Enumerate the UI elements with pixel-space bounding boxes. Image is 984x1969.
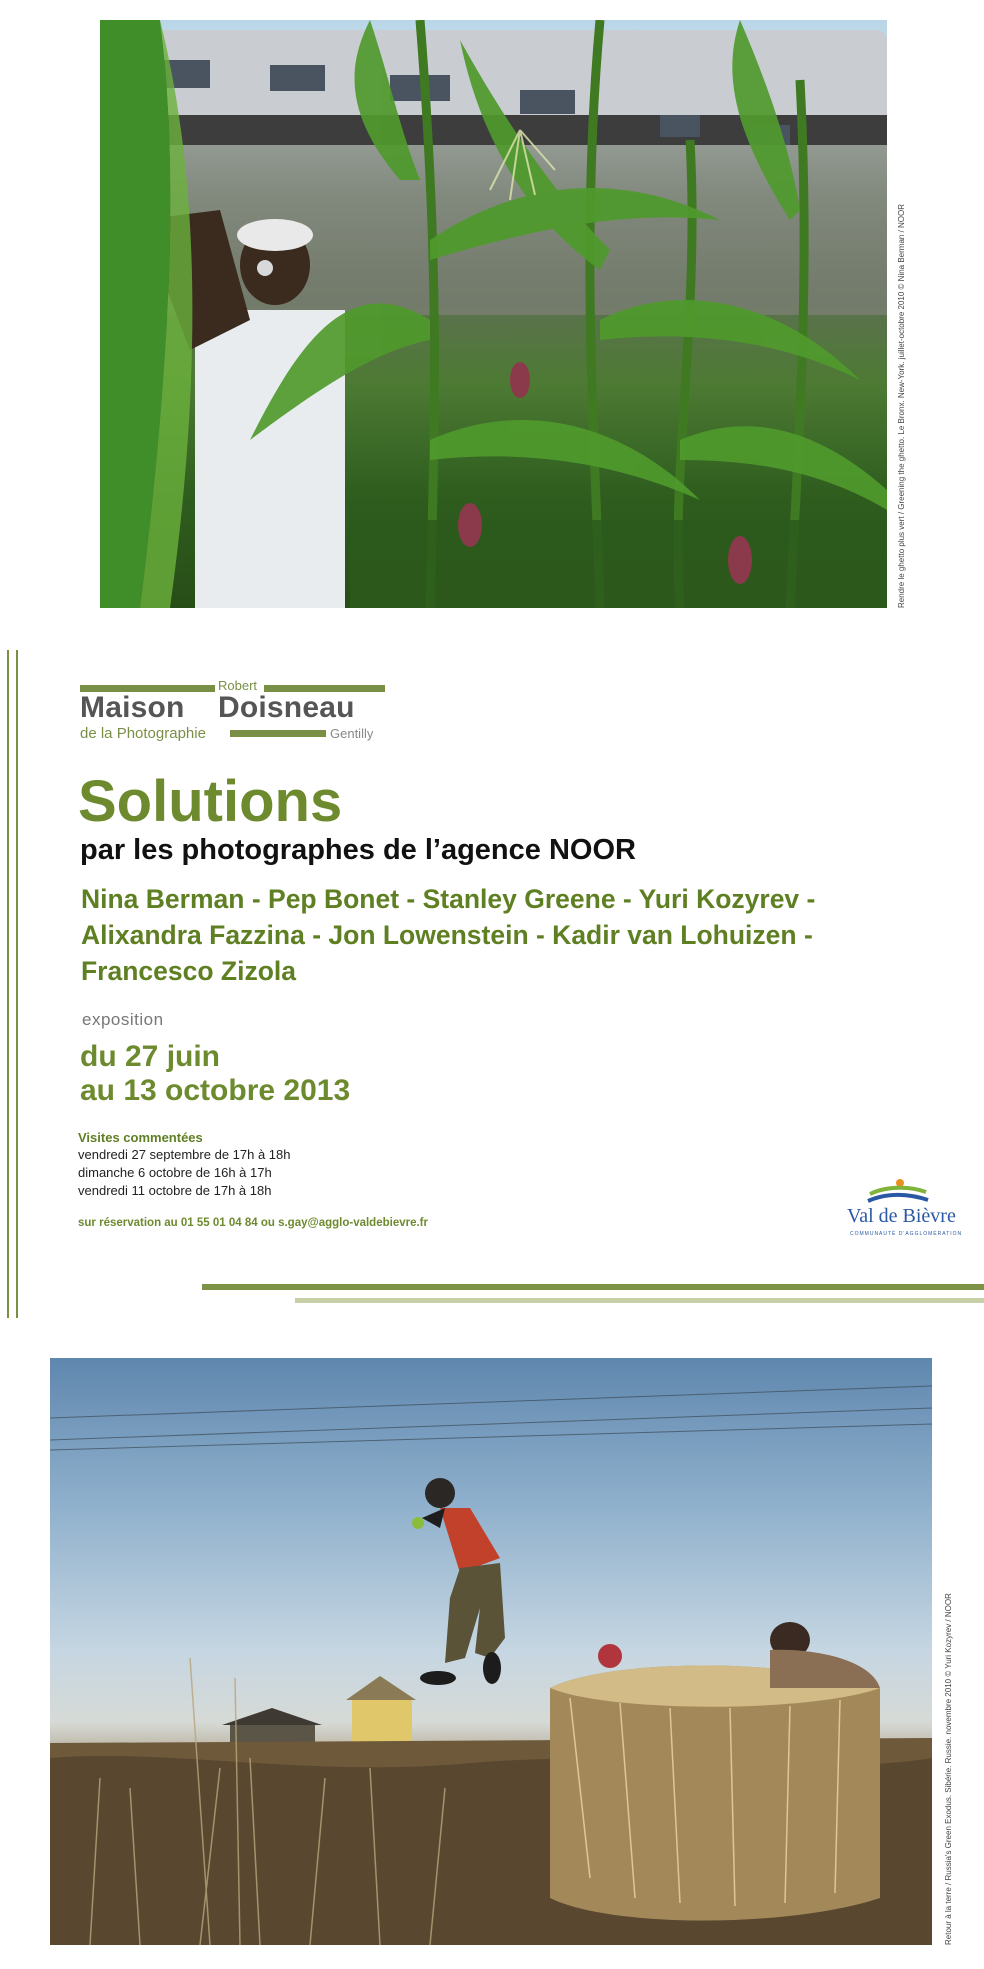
guided-tours-list [78,1146,291,1200]
guided-tour-item: dimanche 6 octobre de 16h à 17h [78,1165,272,1180]
decorative-bar-bottom [295,1298,984,1303]
photo-caption-1: Rendre le ghetto plus vert / Greening the ghetto. Le Bronx. New-York. juillet-octobre 2010 © Nina Berman / NOOR [897,203,906,608]
logo-maison: Maison [80,691,185,724]
photographers-line-3: Francesco Zizola [81,956,297,986]
hay-bale-shape [550,1666,880,1921]
photo-hay-bale [50,1358,932,1945]
guided-tour-item: vendredi 11 octobre de 17h à 18h [78,1183,272,1198]
maison-doisneau-logo [80,678,385,746]
date-end: au 13 octobre 2013 [80,1074,351,1107]
photo-hay-bale-drawing [50,1358,932,1945]
photographers-list [81,881,961,989]
decorative-bar-top [202,1284,984,1290]
exposition-label: exposition [82,1010,164,1029]
sponsor-name: Val de Bièvre [847,1205,956,1227]
photo-corn-garden [100,20,887,608]
photographers-line-1: Nina Berman - Pep Bonet - Stanley Greene - Yuri Kozyrev - [81,884,816,914]
left-rule-inner [16,650,18,1318]
exhibition-dates [80,1040,350,1108]
reservation-info: sur réservation au 01 55 01 04 84 ou s.gay@agglo-valdebievre.fr [78,1217,428,1229]
photo-corn-garden-drawing [100,20,887,608]
val-de-bievre-logo [844,1178,963,1240]
photographers-line-2: Alixandra Fazzina - Jon Lowenstein - Kadir van Lohuizen - [81,920,813,950]
logo-subtitle: de la Photographie [80,725,206,742]
photo-caption-2: Retour à la terre / Russia's Green Exodus. Sibérie. Russie. novembre 2010 © Yuri Kozyrev / NOOR [944,1593,953,1945]
guided-tours-title: Visites commentées [78,1130,203,1145]
logo-gentilly: Gentilly [330,726,374,741]
val-de-bievre-emblem-icon [866,1178,930,1204]
date-start: du 27 juin [80,1040,221,1073]
logo-doisneau: Doisneau [218,691,355,724]
sponsor-tagline: COMMUNAUTÉ D'AGGLOMÉRATION [850,1231,963,1237]
logo-robert: Robert [218,678,258,693]
left-rule-outer [7,650,9,1318]
exhibition-title: Solutions [78,769,343,834]
guided-tour-item: vendredi 27 septembre de 17h à 18h [78,1147,291,1162]
jumping-boy-shape [412,1478,505,1685]
exhibition-subtitle: par les photographes de l’agence NOOR [80,834,636,866]
